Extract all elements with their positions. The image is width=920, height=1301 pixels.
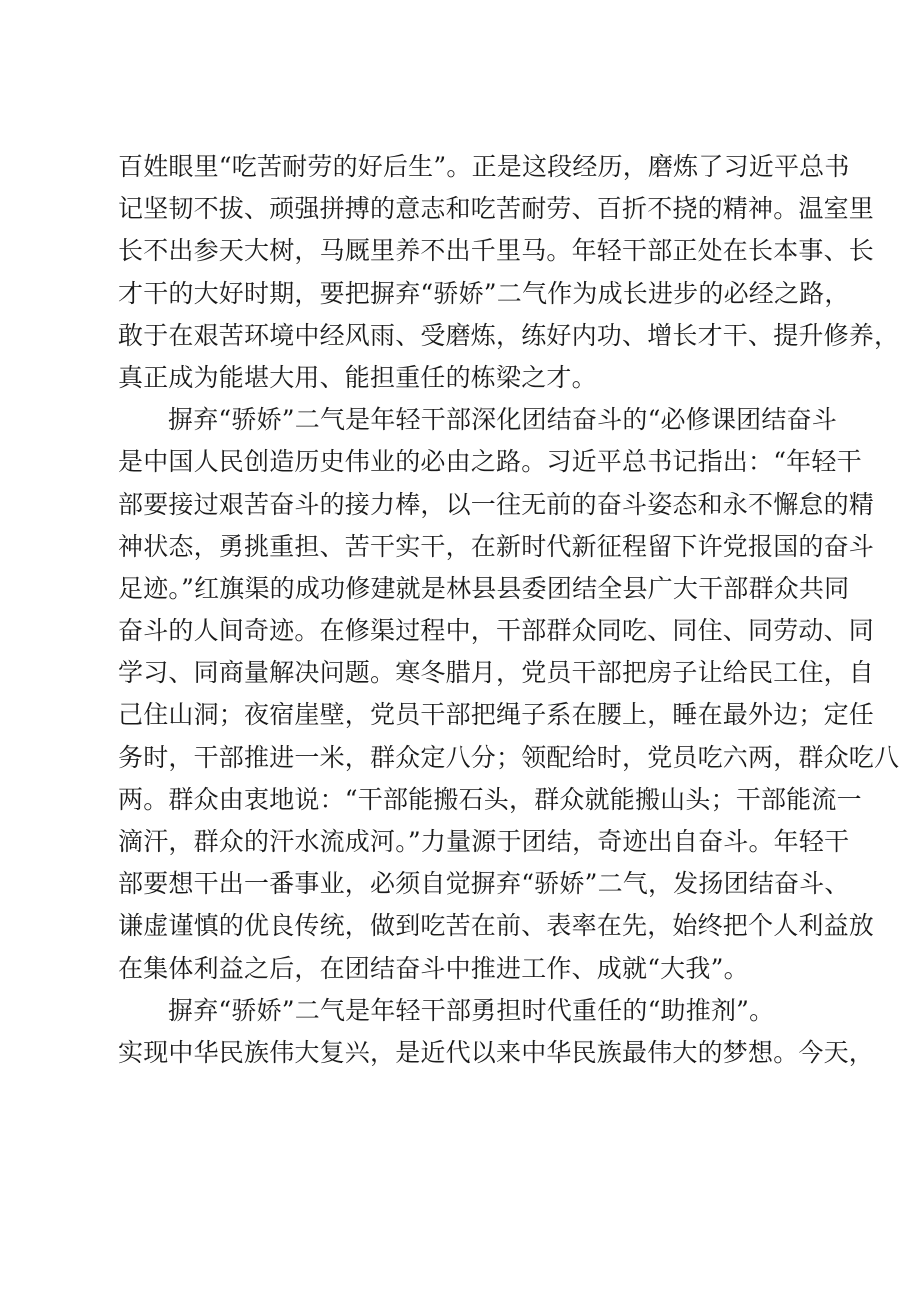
text-line-1: 百姓眼里“吃苦耐劳的好后生”。正是这段经历，磨炼了习近平总书 [118,152,850,181]
text-line-11: 足迹。”红旗渠的成功修建就是林县县委团结全县广大干部群众共同 [118,573,850,603]
text-line-13: 学习、同商量解决问题。寒冬腊月，党员干部把房子让给民工住，自 [118,658,875,688]
text-line-22: 实现中华民族伟大复兴，是近代以来中华民族最伟大的梦想。今天， [118,1037,875,1067]
text-line-20: 在集体利益之后，在团结奋斗中推进工作、成就“大我”。 [118,953,749,983]
text-line-2: 记坚韧不拔、顽强拼搏的意志和吃苦耐劳、百折不挠的精神。温室里 [118,194,875,224]
text-line-14: 己住山洞；夜宿崖壁，党员干部把绳子系在腰上，睡在最外边；定任 [118,700,875,730]
text-line-3: 长不出参天大树，马厩里养不出千里马。年轻干部正处在长本事、长 [118,236,875,266]
text-line-16: 两。群众由衷地说：“干部能搬石头，群众就能搬山头；干部能流一 [118,784,862,814]
text-line-19: 谦虚谨慎的优良传统，做到吃苦在前、表率在先，始终把个人利益放 [118,911,875,941]
body-text [118,146,900,1074]
text-line-18: 部要想干出一番事业，必须自觉摒弃“骄娇”二气，发扬团结奋斗、 [118,869,850,899]
text-line-6: 真正成为能堪大用、能担重任的栋梁之才。 [118,362,597,392]
text-line-17: 滴汗，群众的汗水流成河。”力量源于团结，奇迹出自奋斗。年轻干 [118,827,850,856]
text-line-10: 神状态，勇挑重担、苦干实干，在新时代新征程留下许党报国的奋斗 [118,531,875,561]
paragraph-start-line: 摒弃“骄娇”二气是年轻干部深化团结奋斗的“必修课团结奋斗 [168,405,837,435]
text-line-8: 是中国人民创造历史伟业的必由之路。习近平总书记指出：“年轻干 [118,447,862,477]
text-line-15: 务时，干部推进一米，群众定八分；领配给时，党员吃六两，群众吃八 [118,742,900,772]
text-line-5: 敢于在艰苦环境中经风雨、受磨炼，练好内功、增长才干、提升修养， [118,320,900,350]
text-line-12: 奋斗的人间奇迹。在修渠过程中，干部群众同吃、同住、同劳动、同 [118,616,875,646]
text-line-4: 才干的大好时期，要把摒弃“骄娇”二气作为成长进步的必经之路， [118,278,850,308]
paragraph-start-line: 摒弃“骄娇”二气是年轻干部勇担时代重任的“助推剂”。 [168,995,775,1025]
text-line-9: 部要接过艰苦奋斗的接力棒，以一往无前的奋斗姿态和永不懈怠的精 [118,489,875,519]
